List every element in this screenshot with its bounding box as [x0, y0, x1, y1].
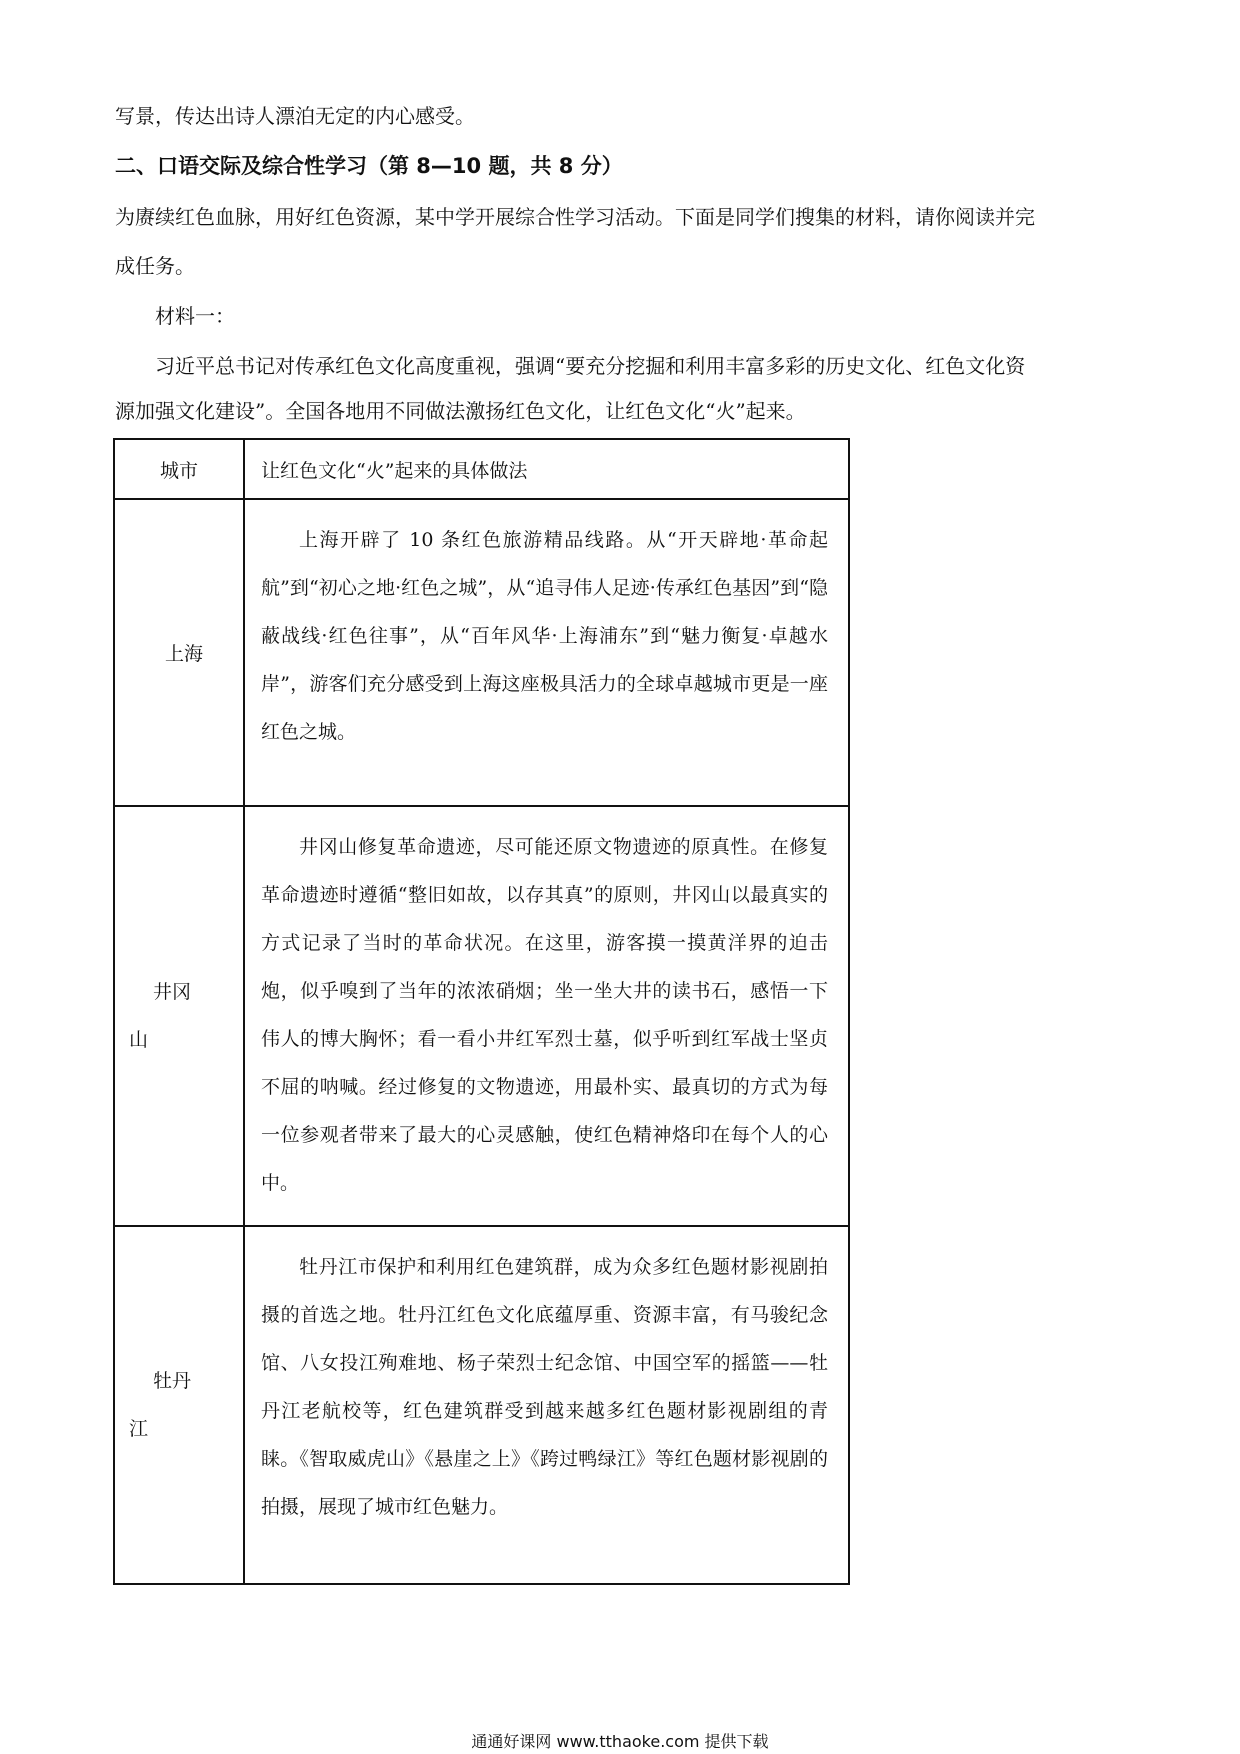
material-paragraph-line: 习近平总书记对传承红色文化高度重视，强调“要充分挖掘和利用丰富多彩的历史文化、红色文化资 [155, 354, 1026, 378]
table-cell-city [114, 499, 244, 806]
section-heading: 二、口语交际及综合性学习（第 8—10 题，共 8 分） [115, 154, 623, 178]
city-name: 上海 [164, 643, 203, 665]
page-footer: 通通好课网 www.tthaoke.com 提供下载 [471, 1732, 769, 1751]
city-name-part: 山 [129, 1029, 149, 1051]
table-cell-desc [244, 499, 849, 806]
intro-paragraph-line: 为赓续红色血脉，用好红色资源，某中学开展综合性学习活动。下面是同学们搜集的材料，请你阅读并完 [115, 205, 1035, 229]
table-header-desc: 让红色文化“火”起来的具体做法 [244, 439, 849, 499]
city-name-part: 牡丹 [153, 1370, 192, 1392]
city-description: 井冈山修复革命遗迹，尽可能还原文物遗迹的原真性。在修复革命遗迹时遵循“整旧如故，以存其真”的原则，井冈山以最真实的方式记录了当时的革命状况。在这里，游客摸一摸黄洋界的迫击炮，似乎嗅到了当年的浓浓硝烟；坐一坐大井的读书石，感悟一下伟人的博大胸怀；看一看小井红军烈士墓，似乎听到红军战士坚贞不屈的呐喊。经过修复的文物遗迹，用最朴实、最真切的方式为每一位参观者带来了最大的心灵感触，使红色精神烙印在每个人的心中。 [261, 836, 828, 1194]
table-cell-desc [244, 1226, 849, 1584]
table-cell-desc [244, 806, 849, 1226]
table-row [114, 499, 849, 806]
table-header-city: 城市 [114, 439, 244, 499]
material-paragraph-line: 源加强文化建设”。全国各地用不同做法激扬红色文化，让红色文化“火”起来。 [115, 399, 806, 423]
city-name-part: 江 [129, 1418, 149, 1440]
table-cell-city [114, 806, 244, 1226]
red-culture-table [113, 438, 850, 1585]
city-description: 上海开辟了 10 条红色旅游精品线路。从“开天辟地·革命起航”到“初心之地·红色之城”，从“追寻伟人足迹·传承红色基因”到“隐蔽战线·红色往事”，从“百年风华·上海浦东”到“魅力衡复·卓越水岸”，游客们充分感受到上海这座极具活力的全球卓越城市更是一座红色之城。 [261, 529, 828, 743]
city-name-part: 井冈 [153, 981, 192, 1003]
table-row [114, 806, 849, 1226]
table-header-row [114, 439, 849, 499]
intro-line: 写景，传达出诗人漂泊无定的内心感受。 [115, 104, 475, 128]
city-description: 牡丹江市保护和利用红色建筑群，成为众多红色题材影视剧拍摄的首选之地。牡丹江红色文化底蕴厚重、资源丰富，有马骏纪念馆、八女投江殉难地、杨子荣烈士纪念馆、中国空军的摇篮——牡丹江老航校等，红色建筑群受到越来越多红色题材影视剧组的青睐。《智取威虎山》《悬崖之上》《跨过鸭绿江》等红色题材影视剧的拍摄，展现了城市红色魅力。 [261, 1256, 828, 1518]
intro-paragraph-line: 成任务。 [115, 254, 195, 278]
table-cell-city [114, 1226, 244, 1584]
material-label: 材料一： [155, 304, 235, 328]
table-row [114, 1226, 849, 1584]
